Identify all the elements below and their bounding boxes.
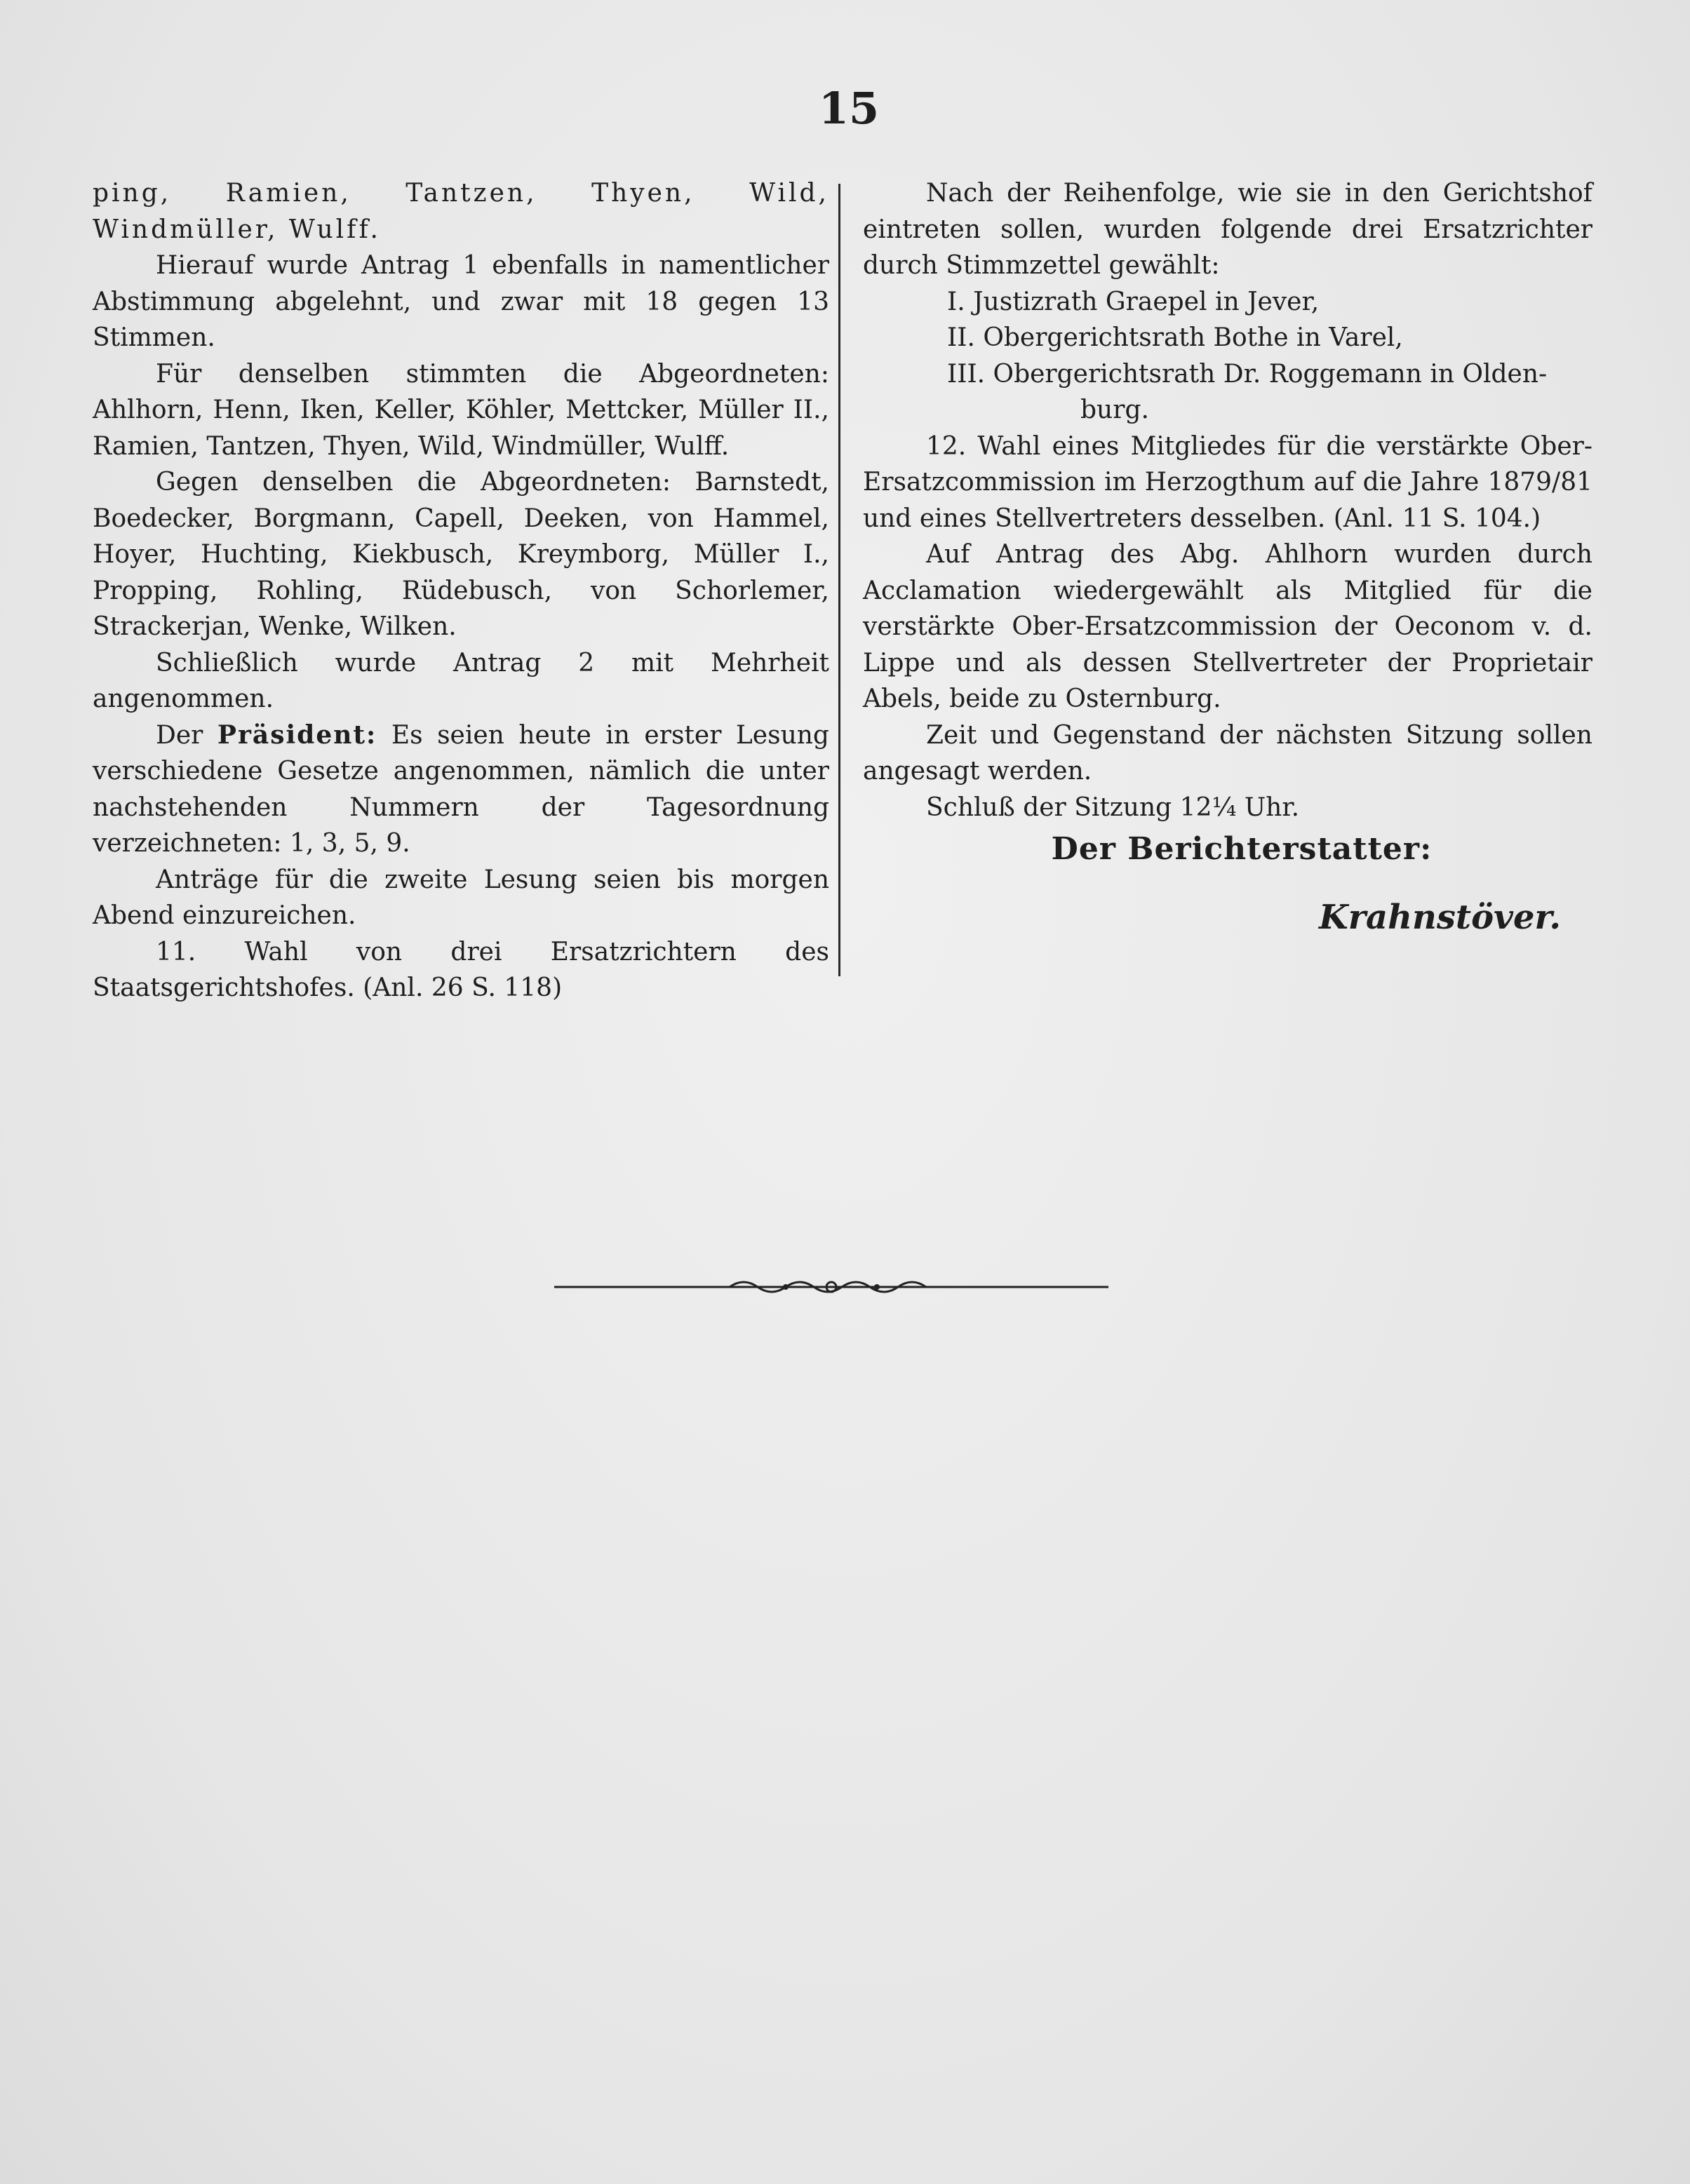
president-text: Es seien heute in erster Lesung verschiedene Gesetze angenommen, nämlich die unter nachstehenden Nummern der Tagesordnung verzeichneten: 1, 3, 5, 9. [93,720,829,858]
signature-name: Krahnstöver. [1319,898,1562,937]
list-item: I. Justizrath Graepel in Jever, [947,287,1320,316]
paragraph-second-reading: Anträge für die zweite Lesung seien bis morgen Abend einzureichen. [93,865,829,930]
left-column [93,175,829,1006]
paragraph-acclamation: Auf Antrag des Abg. Ahlhorn wurden durch Acclamation wiedergewählt als Mitglied für die verstärkte Ober-Ersatzcommission der Oeconom v. d. Lippe und als dessen Stellvertreter der Proprietair Abels, beide zu Osternburg. [863,540,1592,713]
ornament-divider-icon [554,1273,1108,1301]
list-item-3 [863,356,1592,429]
paragraph-vote-names-cont: ping, Ramien, Tantzen, Thyen, Wild, Windmüller, Wulff. [93,179,829,244]
paragraph-next-session: Zeit und Gegenstand der nächsten Sitzung sollen angesagt werden. [863,720,1592,786]
paragraph-item-11: 11. Wahl von drei Ersatzrichtern des Staatsgerichtshofes. (Anl. 26 S. 118) [93,937,829,1002]
list-item-3-line1: III. Obergerichtsrath Dr. Roggemann in Olden- [947,359,1548,389]
list-item-3-line2: burg. [1080,396,1149,424]
paragraph-election-order: Nach der Reihenfolge, wie sie in den Gerichtshof eintreten sollen, wurden folgende drei Ersatzrichter durch Stimmzettel gewählt: [863,179,1592,280]
paragraph-session-close: Schluß der Sitzung 12¼ Uhr. [926,793,1300,822]
elected-judges-list [863,284,1592,356]
paragraph-item-12: 12. Wahl eines Mitgliedes für die verstärkte Ober-Ersatzcommission im Herzogthum auf die Jahre 1879/81 und eines Stellvertreters desselben. (Anl. 11 S. 104.) [863,431,1592,533]
speaker-lead: Der [156,720,203,750]
page-number: 15 [818,83,880,134]
column-divider [838,184,840,976]
paragraph-antrag-2-accepted: Schließlich wurde Antrag 2 mit Mehrheit angenommen. [93,648,829,713]
list-item: II. Obergerichtsrath Bothe in Varel, [947,323,1403,352]
signature-title: Der Berichterstatter: [1051,831,1433,867]
paragraph-antrag-1-rejected: Hierauf wurde Antrag 1 ebenfalls in namentlicher Abstimmung abgelehnt, und zwar mit 18 gegen 13 Stimmen. [93,251,829,352]
speaker-name: Präsident: [217,720,377,750]
paragraph-votes-against: Gegen denselben die Abgeordneten: Barnstedt, Boedecker, Borgmann, Capell, Deeken, von Hammel, Hoyer, Huchting, Kiekbusch, Kreymborg, Müller I., Propping, Rohling, Rüdebusch, von Schorlemer, Strackerjan, Wenke, Wilken. [93,468,829,641]
right-column [863,175,1592,825]
paragraph-president-statement [93,717,829,862]
paragraph-votes-for: Für denselben stimmten die Abgeordneten: Ahlhorn, Henn, Iken, Keller, Köhler, Mettcker, Müller II., Ramien, Tantzen, Thyen, Wild, Windmüller, Wulff. [93,359,829,461]
